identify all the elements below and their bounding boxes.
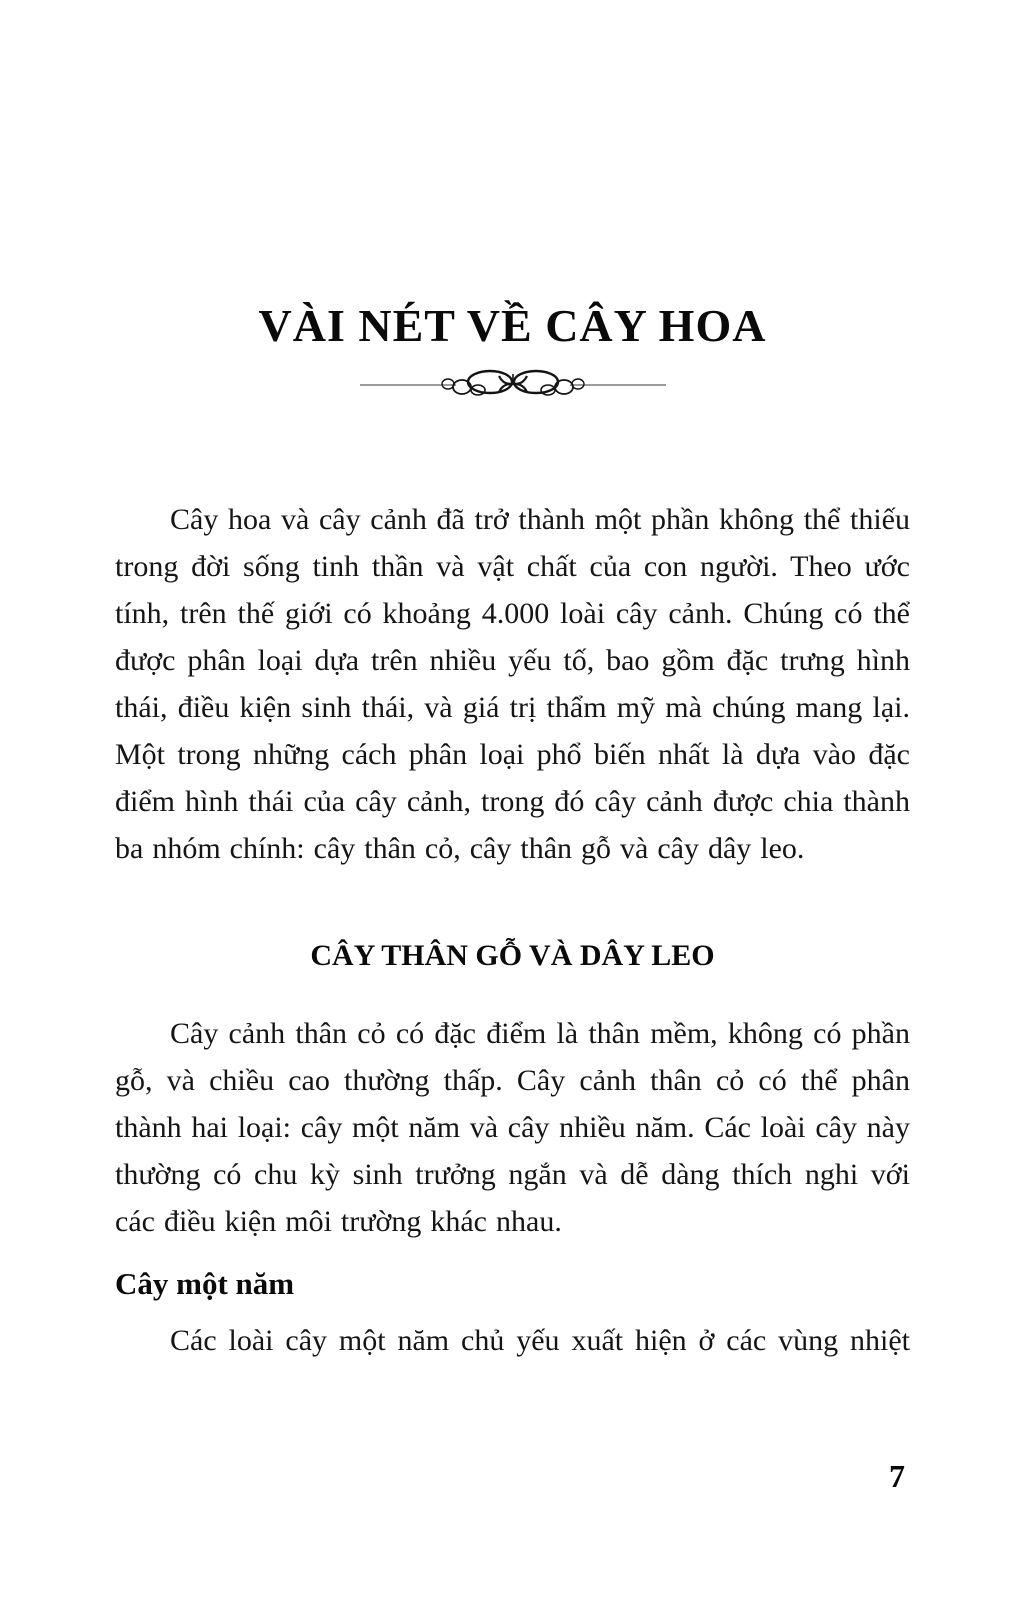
section-divider [115, 368, 910, 402]
section-paragraph: Cây cảnh thân cỏ có đặc điểm là thân mềm, không có phần gỗ, và chiều cao thường thấp. Cây cảnh thân cỏ có thể phân thành hai loại: cây một năm và cây nhiều năm. Các loài cây này thường có chu kỳ sinh trưởng ngắn và dễ dàng thích nghi với các điều kiện môi trường khác nhau. [115, 1017, 910, 1238]
subsection-paragraph: Các loài cây một năm chủ yếu xuất hiện ở các vùng nhiệt [170, 1324, 910, 1357]
page-number: 7 [889, 1458, 905, 1494]
chapter-title: VÀI NÉT VỀ CÂY HOA [258, 300, 767, 351]
page-content [0, 298, 1025, 1364]
flourish-divider-icon [358, 368, 668, 402]
intro-paragraph: Cây hoa và cây cảnh đã trở thành một phần không thể thiếu trong đời sống tinh thần và vật chất của con người. Theo ước tính, trên thế giới có khoảng 4.000 loài cây cảnh. Chúng có thể được phân loại dựa trên nhiều yếu tố, bao gồm đặc trưng hình thái, điều kiện sinh thái, và giá trị thẩm mỹ mà chúng mang lại. Một trong những cách phân loại phổ biến nhất là dựa vào đặc điểm hình thái của cây cảnh, trong đó cây cảnh được chia thành ba nhóm chính: cây thân cỏ, cây thân gỗ và cây dây leo. [115, 503, 910, 865]
subsection-heading: Cây một năm [115, 1266, 295, 1301]
section-heading: CÂY THÂN GỖ VÀ DÂY LEO [310, 939, 715, 972]
